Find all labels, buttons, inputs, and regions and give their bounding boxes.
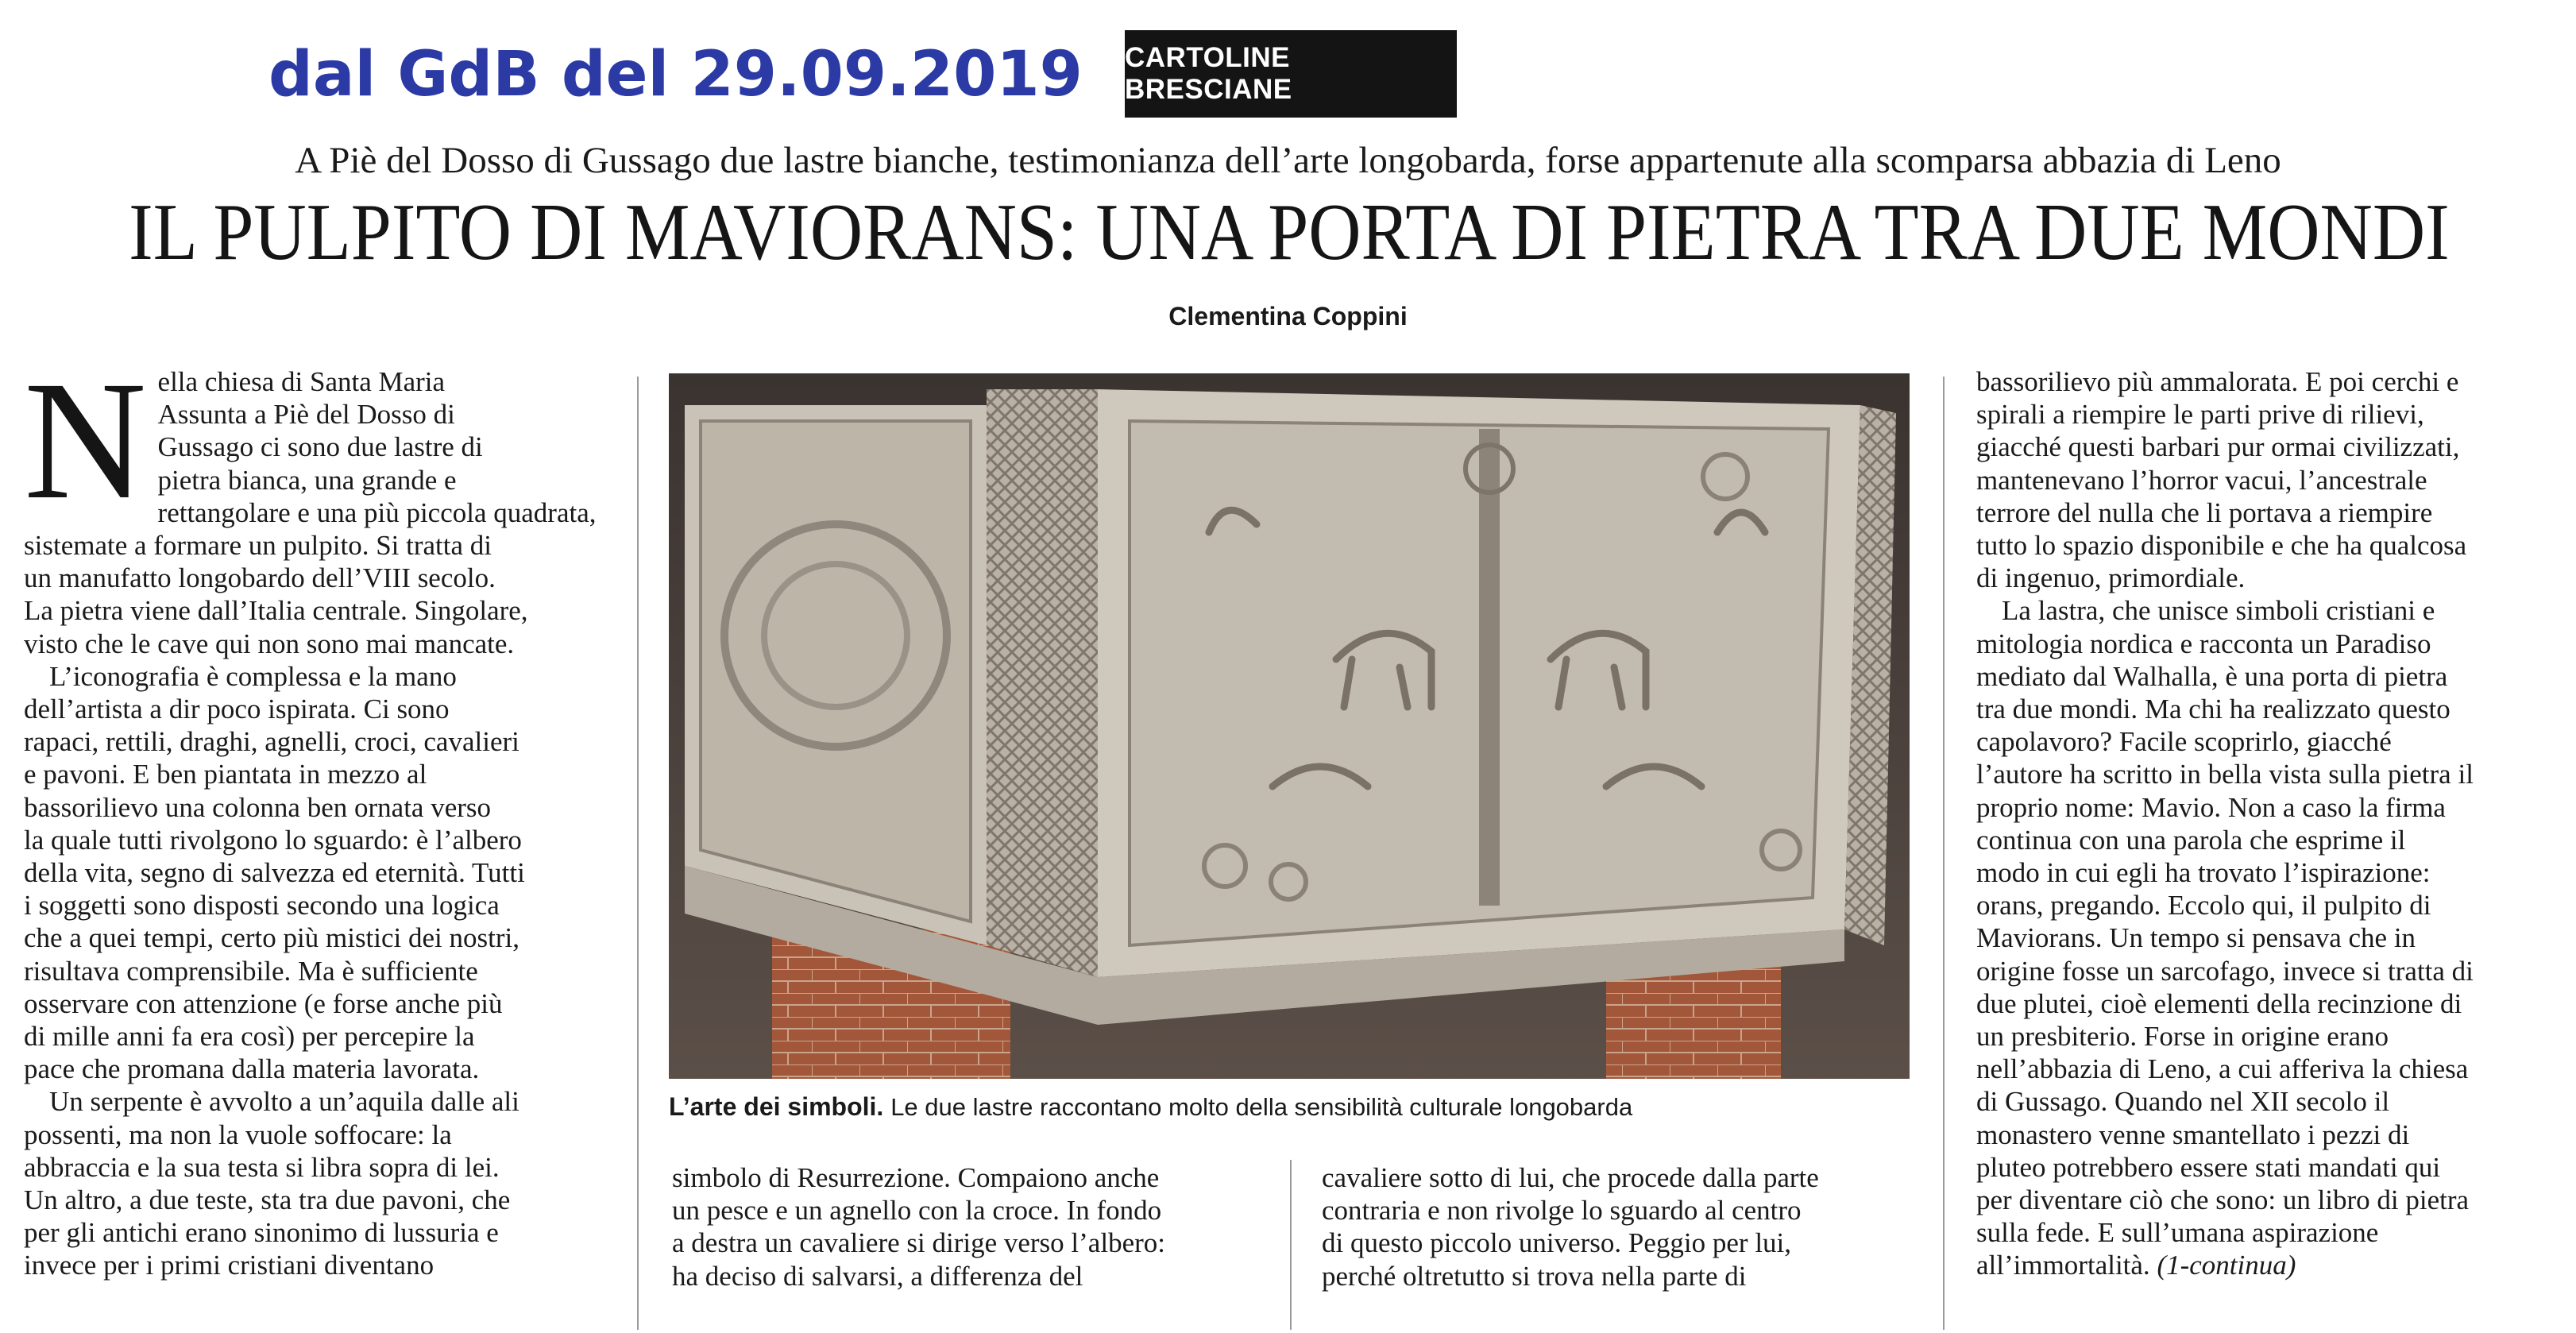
text-line: due plutei, cioè elementi della recinzione di xyxy=(1976,987,2462,1019)
text-line: Maviorans. Un tempo si pensava che in xyxy=(1976,922,2416,954)
text-line: sistemate a formare un pulpito. Si tratta di xyxy=(24,530,492,562)
text-line: cavaliere sotto di lui, che procede dalla parte xyxy=(1322,1162,1819,1193)
text-line: l’autore ha scritto in bella vista sulla pietra il xyxy=(1976,759,2474,790)
text-line: La lastra, che unisce simboli cristiani e xyxy=(2002,595,2435,627)
byline: Clementina Coppini xyxy=(1168,302,1408,330)
section-tag: CARTOLINE BRESCIANE xyxy=(1125,30,1457,118)
text-line: invece per i primi cristiani diventano xyxy=(24,1250,434,1281)
text-line: nell’abbazia di Leno, a cui afferiva la chiesa xyxy=(1976,1053,2469,1085)
text-line: mediato dal Walhalla, è una porta di pietra xyxy=(1976,660,2448,692)
text-line: pluteo potrebbero essere stati mandati qui xyxy=(1976,1151,2441,1183)
text-line: L’iconografia è complessa e la mano xyxy=(49,660,457,692)
source-date-label: dal GdB del 29.09.2019 xyxy=(268,39,1083,110)
caption-title: L’arte dei simboli. xyxy=(669,1092,884,1121)
article-column-4 xyxy=(1976,365,2564,1282)
article-column-1 xyxy=(24,346,621,1282)
text-line: pace che promana dalla materia lavorata. xyxy=(24,1053,480,1085)
photo-caption xyxy=(669,1090,1632,1124)
text-line: tutto lo spazio disponibile e che ha qualcosa xyxy=(1976,530,2467,562)
article-column-3 xyxy=(1322,1161,1918,1292)
text-line: capolavoro? Facile scoprirlo, giacché xyxy=(1976,726,2392,758)
text-line: i soggetti sono disposti secondo una logica xyxy=(24,890,500,922)
text-line: origine fosse un sarcofago, invece si tratta di xyxy=(1976,955,2474,987)
text-line: di questo piccolo universo. Peggio per lui, xyxy=(1322,1227,1792,1259)
text-line: per gli antichi erano sinonimo di lussuria e xyxy=(24,1217,499,1249)
article-column-2 xyxy=(672,1161,1260,1292)
text-line: possenti, ma non la vuole soffocare: la xyxy=(24,1119,452,1150)
text-line: bassorilievo una colonna ben ornata verso xyxy=(24,791,492,823)
column-rule-2 xyxy=(1290,1160,1292,1330)
text-line: proprio nome: Mavio. Non a caso la firma xyxy=(1976,791,2446,823)
text-line: giacché questi barbari pur ormai civilizzati, xyxy=(1976,431,2460,463)
text-line: di mille anni fa era così) per percepire la xyxy=(24,1021,475,1053)
text-line: spirali a riempire le parti prive di rilievi, xyxy=(1976,399,2424,431)
headline: IL PULPITO DI MAVIORANS: UNA PORTA DI PIETRA TRA DUE MONDI xyxy=(129,187,2450,277)
text-line: bassorilievo più ammalorata. E poi cerchi e xyxy=(1976,366,2459,397)
text-line: modo in cui egli ha trovato l’ispirazione: xyxy=(1976,857,2431,889)
text-line: che a quei tempi, certo più mistici dei nostri, xyxy=(24,922,520,954)
text-line: rapaci, rettili, draghi, agnelli, croci, cavalieri xyxy=(24,726,519,758)
text-line: ha deciso di salvarsi, a differenza del xyxy=(672,1260,1083,1292)
text-line: un manufatto longobardo dell’VIII secolo. xyxy=(24,562,496,594)
column-rule-1 xyxy=(637,377,639,1330)
text-line: di ingenuo, primordiale. xyxy=(1976,562,2246,594)
text-line: a destra un cavaliere si dirige verso l’albero: xyxy=(672,1227,1165,1259)
text-line: Un serpente è avvolto a un’aquila dalle ali xyxy=(49,1086,519,1118)
text-line: osservare con attenzione (e forse anche più xyxy=(24,987,503,1019)
drop-cap: N xyxy=(24,346,147,535)
text-line: La pietra viene dall’Italia centrale. Singolare, xyxy=(24,595,528,627)
continued-note: (1-continua) xyxy=(2157,1250,2296,1281)
caption-body: Le due lastre raccontano molto della sensibilità culturale longobarda xyxy=(890,1093,1633,1121)
text-line: all’immortalità. xyxy=(1976,1250,2150,1281)
text-line: e pavoni. E ben piantata in mezzo al xyxy=(24,759,427,790)
text-line: abbraccia e la sua testa si libra sopra di lei. xyxy=(24,1151,500,1183)
text-line: monastero venne smantellato i pezzi di xyxy=(1976,1119,2410,1150)
text-line: pietra bianca, una grande e xyxy=(157,464,457,496)
pulpit-photo xyxy=(669,373,1910,1079)
text-line-final xyxy=(1976,1249,2564,1281)
column-rule-3 xyxy=(1943,377,1945,1330)
text-line: continua con una parola che esprime il xyxy=(1976,824,2406,856)
text-line: della vita, segno di salvezza ed eternità. Tutti xyxy=(24,857,525,889)
text-line: Gussago ci sono due lastre di xyxy=(157,431,483,463)
text-line: risultava comprensibile. Ma è sufficiente xyxy=(24,955,478,987)
text-line: dell’artista a dir poco ispirata. Ci sono xyxy=(24,694,450,725)
text-line: mitologia nordica e racconta un Paradiso xyxy=(1976,628,2431,659)
text-line: visto che le cave qui non sono mai mancate. xyxy=(24,628,515,659)
text-line: sulla fede. E sull’umana aspirazione xyxy=(1976,1217,2379,1249)
text-line: Assunta a Piè del Dosso di xyxy=(157,399,455,431)
text-line: un presbiterio. Forse in origine erano xyxy=(1976,1021,2389,1053)
text-line: ella chiesa di Santa Maria xyxy=(157,366,446,397)
text-line: per diventare ciò che sono: un libro di pietra xyxy=(1976,1184,2470,1216)
text-line: terrore del nulla che li portava a riempire xyxy=(1976,496,2433,528)
text-line: perché oltretutto si trova nella parte di xyxy=(1322,1260,1747,1292)
subheadline: A Piè del Dosso di Gussago due lastre bianche, testimonianza dell’arte longobarda, forse appartenute alla scomparsa abbazia di Leno xyxy=(295,140,2281,181)
text-line: Un altro, a due teste, sta tra due pavoni, che xyxy=(24,1184,511,1216)
text-line: mantenevano l’horror vacui, l’ancestrale xyxy=(1976,464,2427,496)
text-line: orans, pregando. Eccolo qui, il pulpito di xyxy=(1976,890,2431,922)
text-line: un pesce e un agnello con la croce. In fondo xyxy=(672,1195,1162,1227)
text-line: contraria e non rivolge lo sguardo al centro xyxy=(1322,1195,1802,1227)
text-line: la quale tutti rivolgono lo sguardo: è l’albero xyxy=(24,824,522,856)
text-line: simbolo di Resurrezione. Compaiono anche xyxy=(672,1162,1160,1193)
text-line: tra due mondi. Ma chi ha realizzato questo xyxy=(1976,694,2450,725)
text-line: rettangolare e una più piccola quadrata, xyxy=(157,496,597,528)
carved-stone-pulpit-image xyxy=(669,373,1910,1079)
text-line: di Gussago. Quando nel XII secolo il xyxy=(1976,1086,2390,1118)
